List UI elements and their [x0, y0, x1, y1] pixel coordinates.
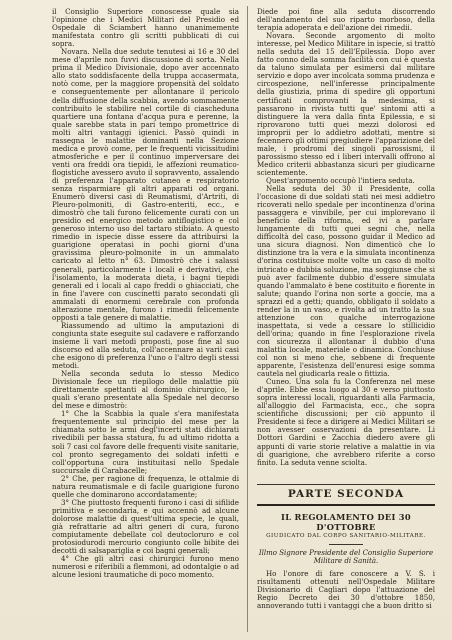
paragraph: Riassumendo ad ultimo la amputazioni di congiunta state eseguite sul cadavere e rafforzando insieme li vari metodi proposti, pose fine al suo discorso ed alla seduta, coll'accennare ai varii casi che esigono di preferenza l'uno o l'altro degli stessi metodi. [52, 320, 239, 371]
section-rule-top [257, 484, 435, 485]
short-divider [329, 544, 363, 545]
paragraph: Novara. Seconde argomento di molto interesse, pel Medico Militare in ispecie, si trattò nella seduta del 15 dell'Epilessia. Dopo aver fatto conno della somma facilità con cui è questa da taluno simulata per esimersi dal militare servizio e dopo aver incolcata somma prudenza e circospezione, nell'inferesse principalmente della giustizia, prima di spedire gli opportuni certificati comprovanti la medesima, si passarono in rivista tutti que' sintomi atti a distinguere la vera dalla finta Epilessia, e si riprovarono tutti quei mezzi dolorosi ed improprii per lo addietro adottati, mentre si fecennero gli ottimi pregiudiere l'apparizione del male, i prodromi dei singoli parossismi, il parossismo stesso ed i liberi intervalli offrono al Medico criterii abbastanza sicuri per giudicarne scientemente. [257, 31, 435, 177]
letter-body [257, 570, 435, 610]
paragraph: Nella seconda seduta lo stesso Medico Divisionale fece un riepilogo delle malattie più direttamente spettanti al dominio chirurgico, le quali s'erano presentate alla Spedale nel decorso del mese e dimostrò: [52, 369, 239, 411]
right-text-column [257, 8, 435, 467]
paragraph: 2° Che, per ragione di frequenza, le ottalmie di natura reumatismale e di facile guarigione furono quelle che dominarono accordatamente; [52, 473, 239, 499]
paragraph: il Consiglio Superiore conoscesse quale sia l'opinione che i Medici Militari del Presidio ed Ospedale di Sciambert hanno unanimemente manifestata contro gli scritti pubblicati di cui sopra. [52, 7, 239, 49]
paragraph: Quest'argomento occupò l'intiera seduta. [266, 175, 415, 185]
paragraph: 3° Che piuttosto frequenti furono i casi di sifilide primitiva e secondaria, e qui accennò ad alcune dolorose malattie di quest'ultima specie, le quali, già refrattarie ad altri generi di cura, furono compiutamente debellate col deutocloruro e col protosiodurodi mercurio congiunto colle bibite dei decotti di salsapariglia e coi bagni generali; [52, 497, 239, 556]
section-rule-bottom [257, 504, 435, 506]
regulation-title: IL REGOLAMENTO DEI 30 D'OTTOBRE [281, 512, 411, 532]
letter-address: Illmo Signore Presidente del Consiglio Superiore Militare di Sanità. [258, 549, 434, 565]
left-text-column [52, 8, 239, 579]
paragraph: 1° Che la Scabbia la quale s'era manifestata frequentemente sul principio del mese per la chiamata sotto le armi degl'incerti stati dichiarati rivedibili per bassa statura, fu ad ultimo ridotta a soli 7 casi col favore delle frequenti visite sanitarie, col pronto segregamento dei soldati infetti e coll'opportuna cura instituitasi nello Spedale succursale di Carabacelle; [52, 409, 239, 475]
paragraph: 4° Che gli altri casi chirurgici furono meno numerosi e riferibili a flemmoni, ad odontalgie o ad alcune lesioni traumatiche di poco momento. [52, 554, 239, 580]
paragraph: Cuneo. Una sola fu la Conferenza nel mese d'aprile. Ebbe essa luogo al 30 e verso piuttosto sopra interessi locali, riguardanti alla Farmacia, all'alloggio del Farmacista, ecc., che sopra scientifiche discussioni; per ciò appunto il Presidente si fece a dirigere ai Medici Militari se non avesser osservazioni da presentare. Li Dottori Gardini e Zacchia diedero avere gli appunti di varie storie relative a malattie in via di guarigione, che avrebbero riferite a corso finito. La seduta venne sciolta. [257, 377, 435, 467]
paragraph: Diede poi fine alla seduta discorrendo dell'andamento del suo riparto morboso, della terapia adoperata e dell'azione dei rimedii. [257, 7, 435, 33]
section-parte-seconda [257, 484, 435, 610]
paragraph: Ho l'onore di fare conoscere a V. S. i risultamenti ottenuti nell'Ospedale Militare Divisionario di Cagliari dopo l'attuazione del Regio Decreto dei 30 d'ottobre 1850, annoverando tutti i vantaggi che a buon dritto si [257, 569, 435, 611]
regulation-subtitle: GIUDICATO DAL CORPO SANITARIO-MILITARE. [266, 533, 426, 539]
column-divider [247, 6, 248, 632]
paragraph: Novara. Nella due sedute tenutesi ai 16 e 30 del mese d'aprile non fuvvi discussione di sorta. Nella prima il Medico Divisionale, dopo aver accennato allo stato soddisfacente della truppa accasermata, notò come, per la maggiore propensità del soldato e conseguentemente per allontanare il pericolo della diffusione della scabbia, avendo sommamente contribuito le stabilire nel cortile di ciascheduna quartiere una fontana d'acqua pura e perenne, la quale sarebbe stata in pari tempo promettrice di molti altri vantaggi igienici. Passò quindi in rassegna le malattie dominanti nella Sezione medica e provò come, per le frequenti vicissitudini atmosferiche e per il continuo imperversare dei venti ora freddi ora tiepidi, le affezioni reumatico-flogistiche avessero avuto il sopravvento, assalendo di preferenza l'apparato cutaneo e respiratorio senza risparmiare gli altri apparati od organi. Enumerò diversi casi di Reumatismi, d'Artriti, di Pleuro-polmoniti, di Gastro-enteriti, ecc., e dimostrò che tali furono felicemente curati con un presidio ed energico metodo antiflogistico e col generoso interno uso del tartaro stibiato. A questo rimedio in ispecie disse essere da attribuirsi la guarigione operatasi in pochi giorni d'una gravissima pleuro-polmonite in un ammalato caricato al letto n° 63. Dimostrò che i salassi generali, particolarmente i locali e derivativi, che l'isolamento, la moderata dieta, i bagni tiepidi generali ed i locali al capo freddi o ghiacciati, che in fine l'avere con cuscinetti parato secondati gli ammalati di enormemi cerebrale con profonda alterazione mentale, furono i rimedii felicemente opposti a tale genere di malattie. [52, 47, 239, 322]
paragraph: Nella seduta del 30 il Presidente, colla l'occasione di due soldati stati nei mesi addietro ricoverati nello spedale per incontinenza d'orina passaggera e vinvibile, per cui implorevano il beneficio della riforma, ed ivi a parlare lungamente di tutti quei segni che, nella difficoltà del caso, possono guidar il Medico ad una sicura diagnosi. Non dimenticò che lo distinzione tra la vera e la simulata incontinenza d'orina costituisce molte volte un caso di molto intricato e dubbia soluzione, ma soggiunse che si può aver facilmente dubbio d'essere simulata quando l'ammalato è bene costituito e fiorente in salute; quando l'orina non sorte a goccie, ma a sprazzi ed a getti; quando, obbligato il soldato a render la in un vaso, e rivolta ad un tratto la sua attenzione con qualche interrogazione inaspettata, si vede a cessare lo stillicidio dell'orina; quando in fine l'esplorazione rivela con sicurezza il allontanar il dubbio d'una malattia locale, materiale o dinamica. Conchiuse col non si meno che, sebbene di frequente apparente, l'esistenza dell'enuresi esige somma cautela nel giudicarla reale o fittizia. [257, 184, 435, 379]
part-title: PARTE SECONDA [287, 488, 405, 500]
